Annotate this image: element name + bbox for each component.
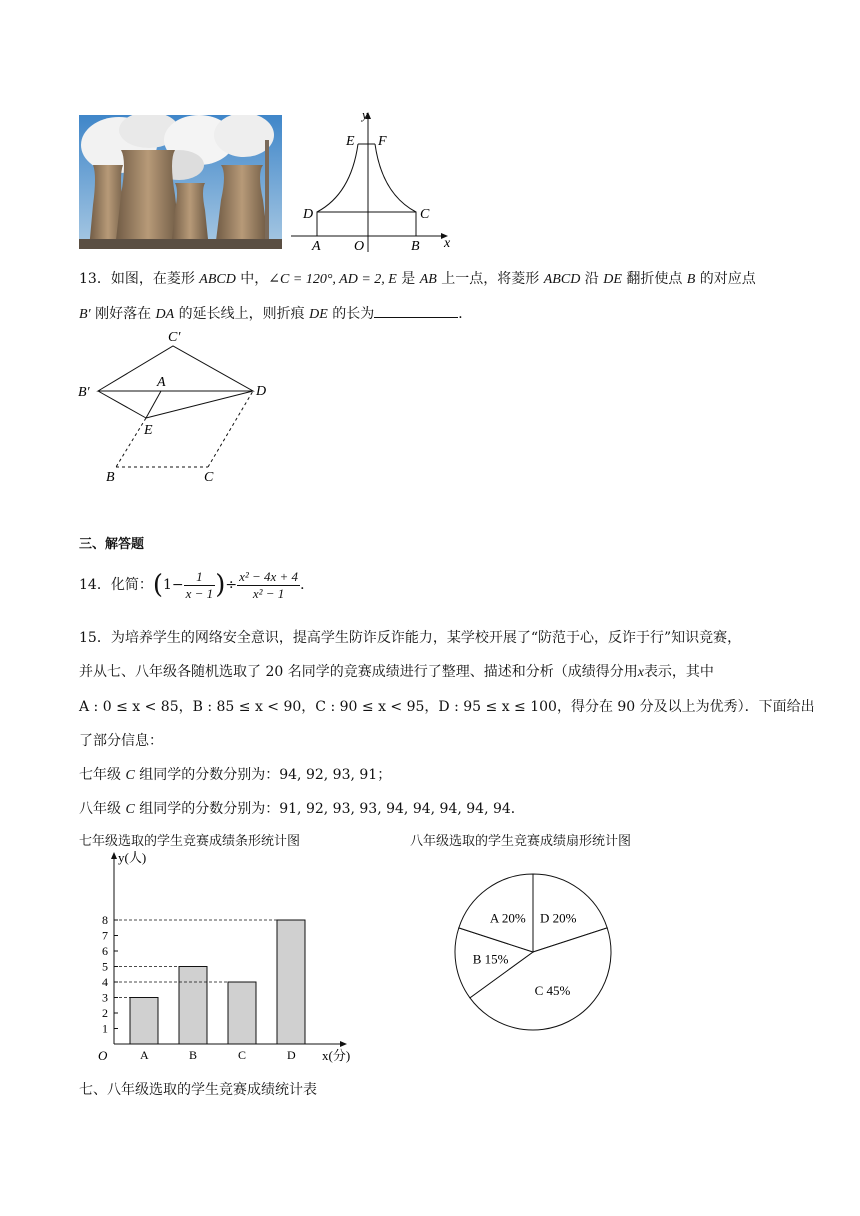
q13-line2: B′ 刚好落在 DA 的延长线上，则折痕 DE 的长为 ．	[79, 303, 472, 325]
graph-e-label: E	[346, 134, 355, 149]
fig-d-label: D	[256, 384, 267, 399]
y-tick-label: 1	[102, 1021, 108, 1036]
graph-o-label: O	[354, 239, 365, 254]
origin-label: O	[98, 1048, 108, 1063]
fig-b-label: B	[106, 470, 115, 485]
y-tick-label: 8	[102, 913, 108, 927]
fig-e-label: E	[144, 423, 153, 438]
graph-d-label: D	[303, 207, 314, 222]
pie-slice-label: C 45%	[534, 983, 571, 999]
x-axis-arrow	[340, 1041, 347, 1047]
graph-c-label: C	[420, 207, 430, 222]
section-heading: 三、解答题	[79, 537, 145, 552]
y-tick-label: 6	[102, 944, 108, 958]
q15-line2: 并从七、八年级各随机选取了 20 名同学的竞赛成绩进行了整理、描述和分析（成绩得分用x表示，其中	[79, 664, 714, 680]
bar-D	[277, 920, 305, 1044]
q13-line1: 13．如图，在菱形 ABCD 中，∠C = 120°, AD = 2, E 是 AB 上一点，将菱形 ABCD 沿 DE 翻折使点 B 的对应点	[79, 271, 756, 287]
rhombus-figure	[76, 328, 276, 488]
q15-line5: 七年级 C 组同学的分数分别为：94, 92, 93, 91；	[79, 767, 392, 783]
cooling-tower-photo	[79, 115, 282, 249]
y-tick-label: 3	[102, 990, 108, 1005]
category-label: B	[189, 1048, 198, 1062]
graph-b-label: B	[411, 239, 420, 254]
answer-blank	[374, 303, 458, 318]
q14-line: 14．化简：(1− $\frac{1}{x - 1}$ )÷ $\frac{\text{x² − 4x + 4}}{\text{x² − 1}}$ ．	[79, 568, 315, 601]
table-caption: 七、八年级选取的学生竞赛成绩统计表	[79, 1082, 317, 1098]
y-tick-label: 2	[102, 1006, 108, 1020]
pie-chart	[445, 866, 625, 1046]
y-axis-label: y(人)	[118, 850, 147, 865]
bar-C	[228, 982, 256, 1044]
pie-slice-label: B 15%	[472, 951, 509, 967]
bar-B	[179, 967, 207, 1045]
q14-fraction-2: $\frac{\text{x² − 4x + 4}}{\text{x² − 1}}$	[239, 568, 299, 601]
graph-y-label: y	[362, 107, 368, 122]
bar-chart-title: 七年级选取的学生竞赛成绩条形统计图	[79, 834, 301, 849]
fig-c-label: C	[204, 470, 214, 485]
y-tick-label: 5	[102, 959, 108, 974]
graph-a-label: A	[312, 239, 321, 254]
y-axis-arrow	[111, 852, 117, 859]
bar-A	[130, 998, 158, 1045]
cooling-tower-illustration	[79, 115, 282, 249]
fig-bprime-label: B′	[78, 385, 90, 400]
fig-cprime-label: C′	[168, 330, 181, 345]
y-tick-label: 4	[102, 975, 108, 989]
fig-a-label: A	[157, 375, 166, 390]
pie-slice-label: D 20%	[539, 910, 577, 926]
q14-fraction-1: $\frac{1}{x - 1}$	[185, 568, 214, 601]
y-tick-label: 7	[102, 928, 108, 943]
x-axis-label: x(分)	[322, 1048, 351, 1063]
q15-line4: 了部分信息：	[79, 733, 163, 749]
graph-x-label: x	[444, 236, 451, 251]
q15-line1: 15．为培养学生的网络安全意识，提高学生防诈反诈能力，某学校开展了“防范于心，反诈于行”知识竞赛，	[79, 630, 742, 646]
pie-chart-title: 八年级选取的学生竞赛成绩扇形统计图	[410, 834, 632, 849]
category-label: A	[140, 1048, 149, 1062]
bar-chart	[90, 846, 370, 1066]
category-label: D	[287, 1048, 296, 1062]
q15-line3: A : 0 ≤ x < 85，B : 85 ≤ x < 90，C : 90 ≤ x < 95，D : 95 ≤ x ≤ 100，得分在 90 分及以上为优秀）．下面给出	[79, 699, 815, 715]
q12-graph	[286, 104, 466, 254]
category-label: C	[238, 1048, 247, 1062]
pie-slice-label: A 20%	[489, 910, 526, 926]
q15-line6: 八年级 C 组同学的分数分别为：91, 92, 93, 93, 94, 94, 94, 94, 94．	[79, 801, 525, 817]
graph-f-label: F	[378, 134, 387, 149]
